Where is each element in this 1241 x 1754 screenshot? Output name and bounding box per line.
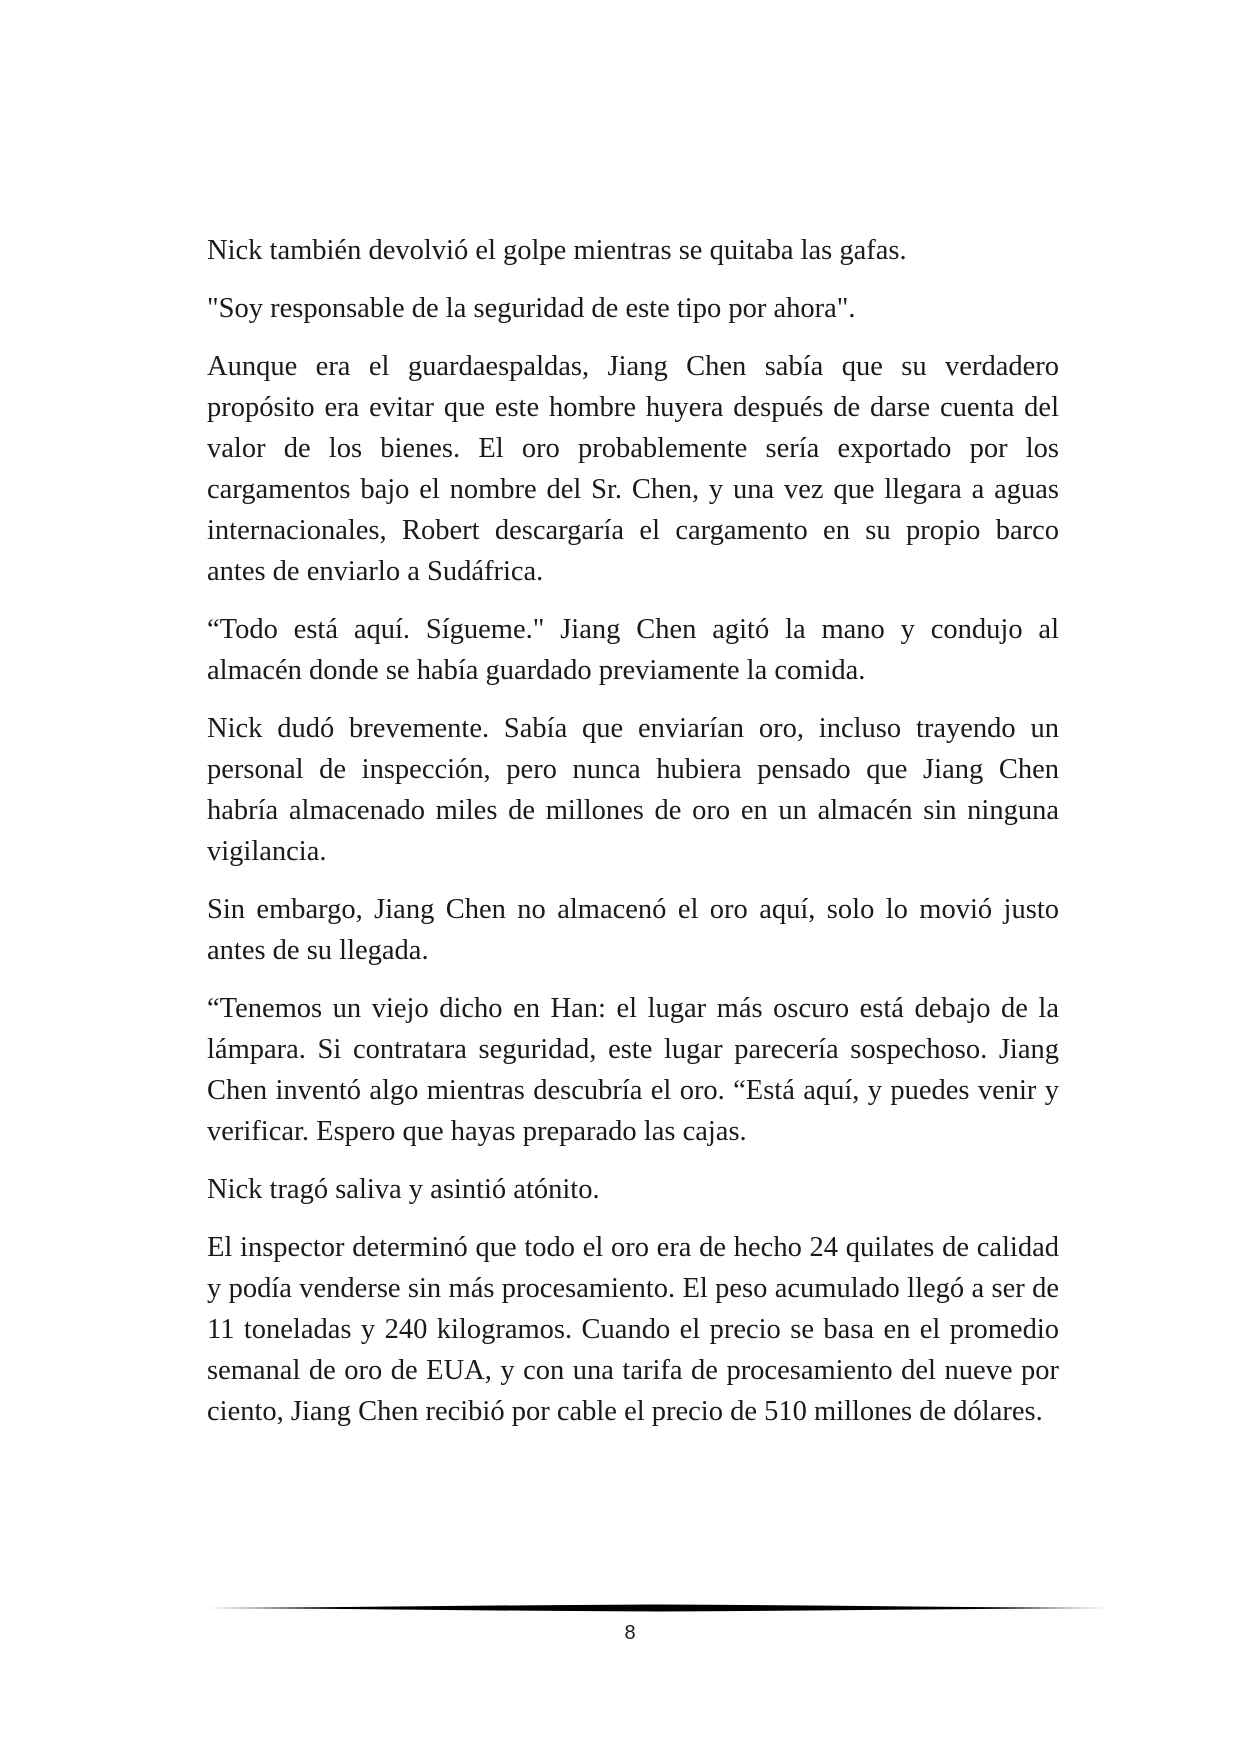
paragraph-2: "Soy responsable de la seguridad de este tipo por ahora". — [207, 293, 856, 324]
body-text — [207, 230, 1059, 1449]
footer-divider — [207, 1602, 1107, 1614]
paragraph-7: “Tenemos un viejo dicho en Han: el lugar más oscuro está debajo de la lámpara. Si contratara seguridad, este lugar parecería sospechoso. Jiang Chen inventó algo mientras descubría el oro. “Está aquí, y puedes venir y verificar. Espero que hayas preparado las cajas. — [207, 993, 1059, 1147]
paragraph-9: El inspector determinó que todo el oro era de hecho 24 quilates de calidad y podía venderse sin más procesamiento. El peso acumulado llegó a ser de 11 toneladas y 240 kilogramos. Cuando el precio se basa en el promedio semanal de oro de EUA, y con una tarifa de procesamiento del nueve por ciento, Jiang Chen recibió por cable el precio de 510 millones de dólares. — [207, 1232, 1059, 1427]
paragraph-6: Sin embargo, Jiang Chen no almacenó el oro aquí, solo lo movió justo antes de su llegada. — [207, 894, 1059, 966]
page-number: 8 — [624, 1622, 636, 1644]
paragraph-4: “Todo está aquí. Sígueme." Jiang Chen agitó la mano y condujo al almacén donde se había guardado previamente la comida. — [207, 614, 1059, 686]
paragraph-3: Aunque era el guardaespaldas, Jiang Chen sabía que su verdadero propósito era evitar que este hombre huyera después de darse cuenta del valor de los bienes. El oro probablemente sería exportado por los cargamentos bajo el nombre del Sr. Chen, y una vez que llegara a aguas internacionales, Robert descargaría el cargamento en su propio barco antes de enviarlo a Sudáfrica. — [207, 351, 1059, 587]
paragraph-8: Nick tragó saliva y asintió atónito. — [207, 1174, 600, 1205]
paragraph-1: Nick también devolvió el golpe mientras se quitaba las gafas. — [207, 235, 907, 266]
paragraph-5: Nick dudó brevemente. Sabía que enviarían oro, incluso trayendo un personal de inspección, pero nunca hubiera pensado que Jiang Chen habría almacenado miles de millones de oro en un almacén sin ninguna vigilancia. — [207, 713, 1059, 867]
